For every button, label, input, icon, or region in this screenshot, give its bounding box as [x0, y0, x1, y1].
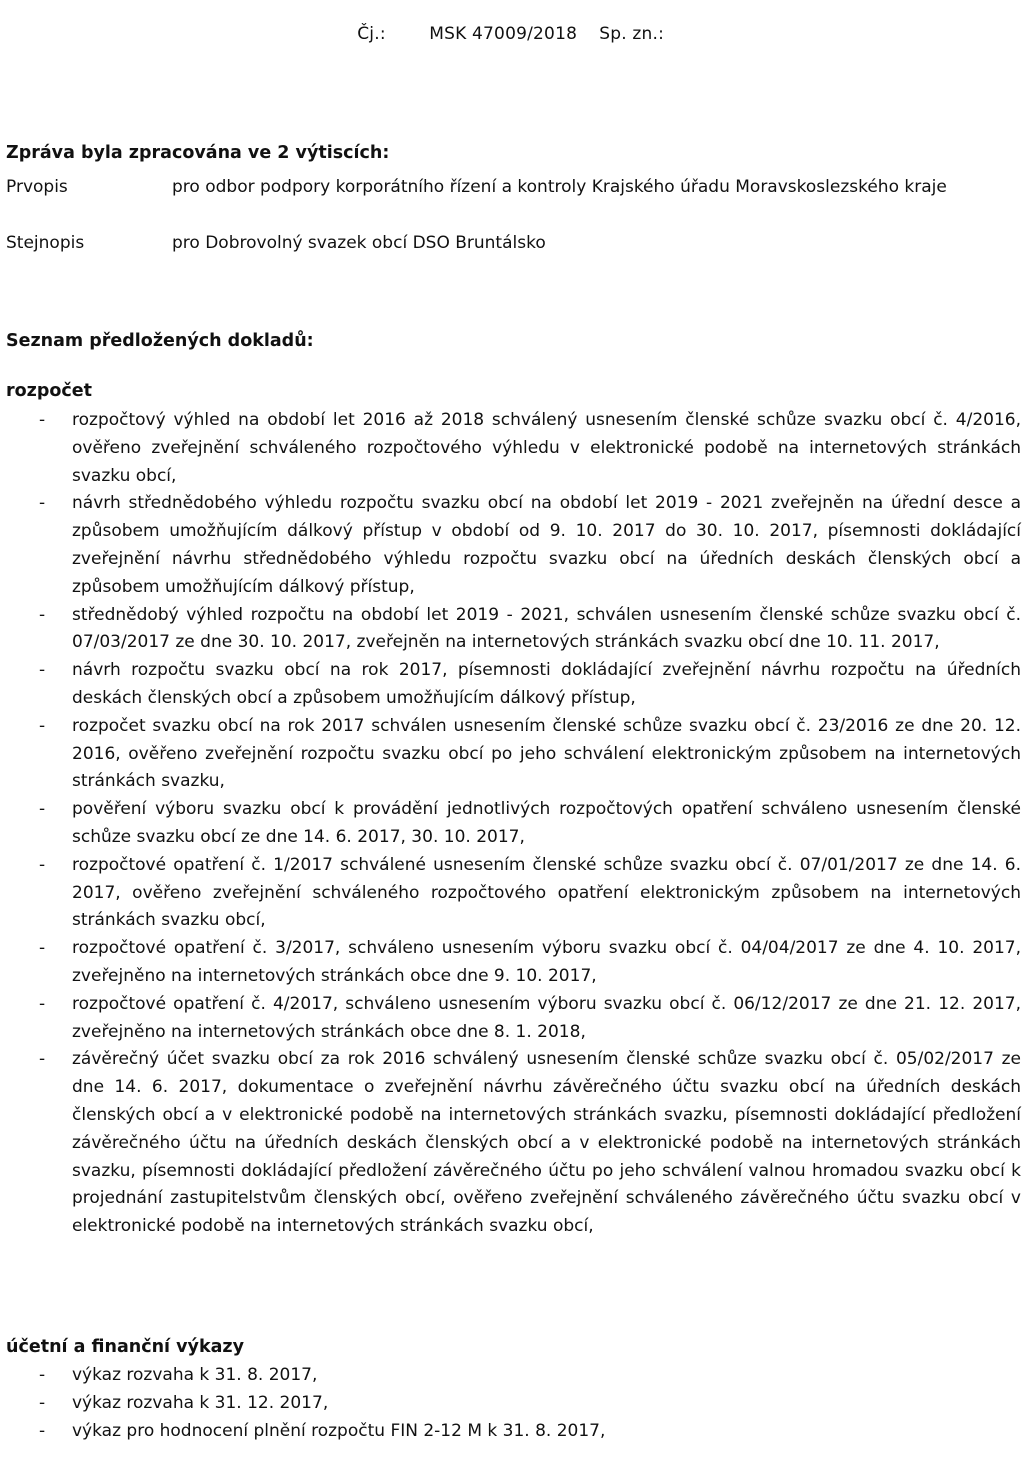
dash-bullet: - [39, 1420, 46, 1441]
list-item [6, 490, 1024, 601]
list-item [6, 1390, 1024, 1418]
dash-bullet: - [39, 938, 46, 959]
budget-document-list [6, 407, 1024, 1241]
dash-bullet: - [39, 1392, 46, 1413]
list-item-text: rozpočtový výhled na období let 2016 až 2018 schválený usnesením členské schůze svazku obcí č. 4/2016, ověřeno zveřejnění schváleného rozpočtového výhledu v elektronické podobě na internetových stránkách svazku obcí, [72, 410, 1021, 486]
file-mark-label: Sp. zn.: [599, 24, 665, 44]
list-item-text: rozpočtové opatření č. 4/2017, schváleno usnesením výboru svazku obcí č. 06/12/2017 ze dne 21. 12. 2017, zveřejněno na internetových stránkách obce dne 8. 1. 2018, [72, 993, 1021, 1042]
list-item-text: výkaz pro hodnocení plnění rozpočtu FIN 2-12 M k 31. 8. 2017, [72, 1420, 606, 1441]
reference-number-value: MSK 47009/2018 [429, 24, 578, 44]
list-item [6, 1046, 1024, 1241]
list-item [6, 1362, 1024, 1390]
dash-bullet: - [39, 715, 46, 736]
dash-bullet: - [39, 493, 46, 514]
list-item [6, 1418, 1024, 1446]
list-item-text: rozpočtové opatření č. 3/2017, schváleno usnesením výboru svazku obcí č. 04/04/2017 ze dne 4. 10. 2017, zveřejněno na internetových stránkách obce dne 9. 10. 2017, [72, 938, 1021, 986]
list-item [6, 991, 1024, 1047]
list-item [6, 935, 1024, 991]
list-item-text: rozpočtové opatření č. 1/2017 schválené usnesením členské schůze svazku obcí č. 07/01/2017 ze dne 14. 6. 2017, ověřeno zveřejnění schváleného rozpočtového opatření elektronickým způsobem na internetových stránkách svazku obcí, [72, 854, 1021, 931]
statements-heading: účetní a finanční výkazy [6, 1337, 244, 1357]
copy-recipient: pro odbor podpory korporátního řízení a kontroly Krajského úřadu Moravskoslezského kraje [172, 177, 947, 197]
list-item-text: střednědobý výhled rozpočtu na období let 2019 - 2021, schválen usnesením členské schůze svazku obcí č. 07/03/2017 ze dne 30. 10. 2017, zveřejněn na internetových stránkách svazku obcí dne 10. 11. 2017, [72, 604, 1021, 653]
statements-document-list [6, 1362, 1024, 1445]
dash-bullet: - [39, 854, 46, 875]
dash-bullet: - [39, 410, 46, 430]
list-item [6, 713, 1024, 796]
list-item [6, 852, 1024, 935]
list-item-text: závěrečný účet svazku obcí za rok 2016 schválený usnesením členské schůze svazku obcí č. 05/02/2017 ze dne 14. 6. 2017, dokumentace o zveřejnění návrhu závěrečného účtu svazku obcí na úředních deskách členských obcí a v elektronické podobě na internetových stránkách svazku, písemnosti dokládající předložení závěrečného účtu na úředních deskách členských obcí a v elektronické podobě na internetových stránkách svazku, písemnosti dokládající předložení závěrečného účtu po jeho schválení valnou hromadou svazku obcí k projednání zastupitelstvům členských obcí, ověřeno zveřejnění schváleného závěrečného účtu svazku obcí v elektronické podobě na internetových stránkách svazku obcí, [72, 1049, 1021, 1237]
list-item-text: návrh střednědobého výhledu rozpočtu svazku obcí na období let 2019 - 2021 zveřejněn na úřední desce a způsobem umožňujícím dálkový přístup v období od 9. 10. 2017 do 30. 10. 2017, písemnosti dokládající zveřejnění návrhu střednědobého výhledu rozpočtu svazku obcí na úředních deskách členských obcí a způsobem umožňujícím dálkový přístup, [72, 493, 1021, 597]
list-item [6, 796, 1024, 852]
list-item-text: pověření výboru svazku obcí k provádění jednotlivých rozpočtových opatření schváleno usnesením členské schůze svazku obcí ze dne 14. 6. 2017, 30. 10. 2017, [72, 799, 1021, 847]
budget-heading: rozpočet [6, 381, 92, 401]
document-header [346, 4, 664, 44]
dash-bullet: - [39, 799, 46, 820]
list-item [6, 407, 1024, 490]
dash-bullet: - [39, 660, 46, 681]
documents-title: Seznam předložených dokladů: [6, 331, 314, 351]
copy-label: Stejnopis [6, 233, 85, 253]
list-item-text: návrh rozpočtu svazku obcí na rok 2017, písemnosti dokládající zveřejnění návrhu rozpočtu na úředních deskách členských obcí a způsobem umožňujícím dálkový přístup, [72, 660, 1021, 708]
list-item [6, 657, 1024, 713]
copy-label: Prvopis [6, 177, 68, 197]
dash-bullet: - [39, 993, 46, 1014]
list-item [6, 602, 1024, 658]
copy-recipient: pro Dobrovolný svazek obcí DSO Bruntálsko [172, 233, 546, 253]
list-item-text: rozpočet svazku obcí na rok 2017 schválen usnesením členské schůze svazku obcí č. 23/2016 ze dne 20. 12. 2016, ověřeno zveřejnění rozpočtu svazku obcí po jeho schválení elektronickým způsobem na internetových stránkách svazku, [72, 715, 1021, 792]
dash-bullet: - [39, 1049, 46, 1070]
reference-number-label: Čj.: [357, 24, 386, 44]
copies-title: Zpráva byla zpracována ve 2 výtiscích: [6, 143, 390, 163]
dash-bullet: - [39, 1365, 46, 1385]
list-item-text: výkaz rozvaha k 31. 8. 2017, [72, 1365, 318, 1385]
dash-bullet: - [39, 604, 46, 625]
list-item-text: výkaz rozvaha k 31. 12. 2017, [72, 1392, 329, 1413]
